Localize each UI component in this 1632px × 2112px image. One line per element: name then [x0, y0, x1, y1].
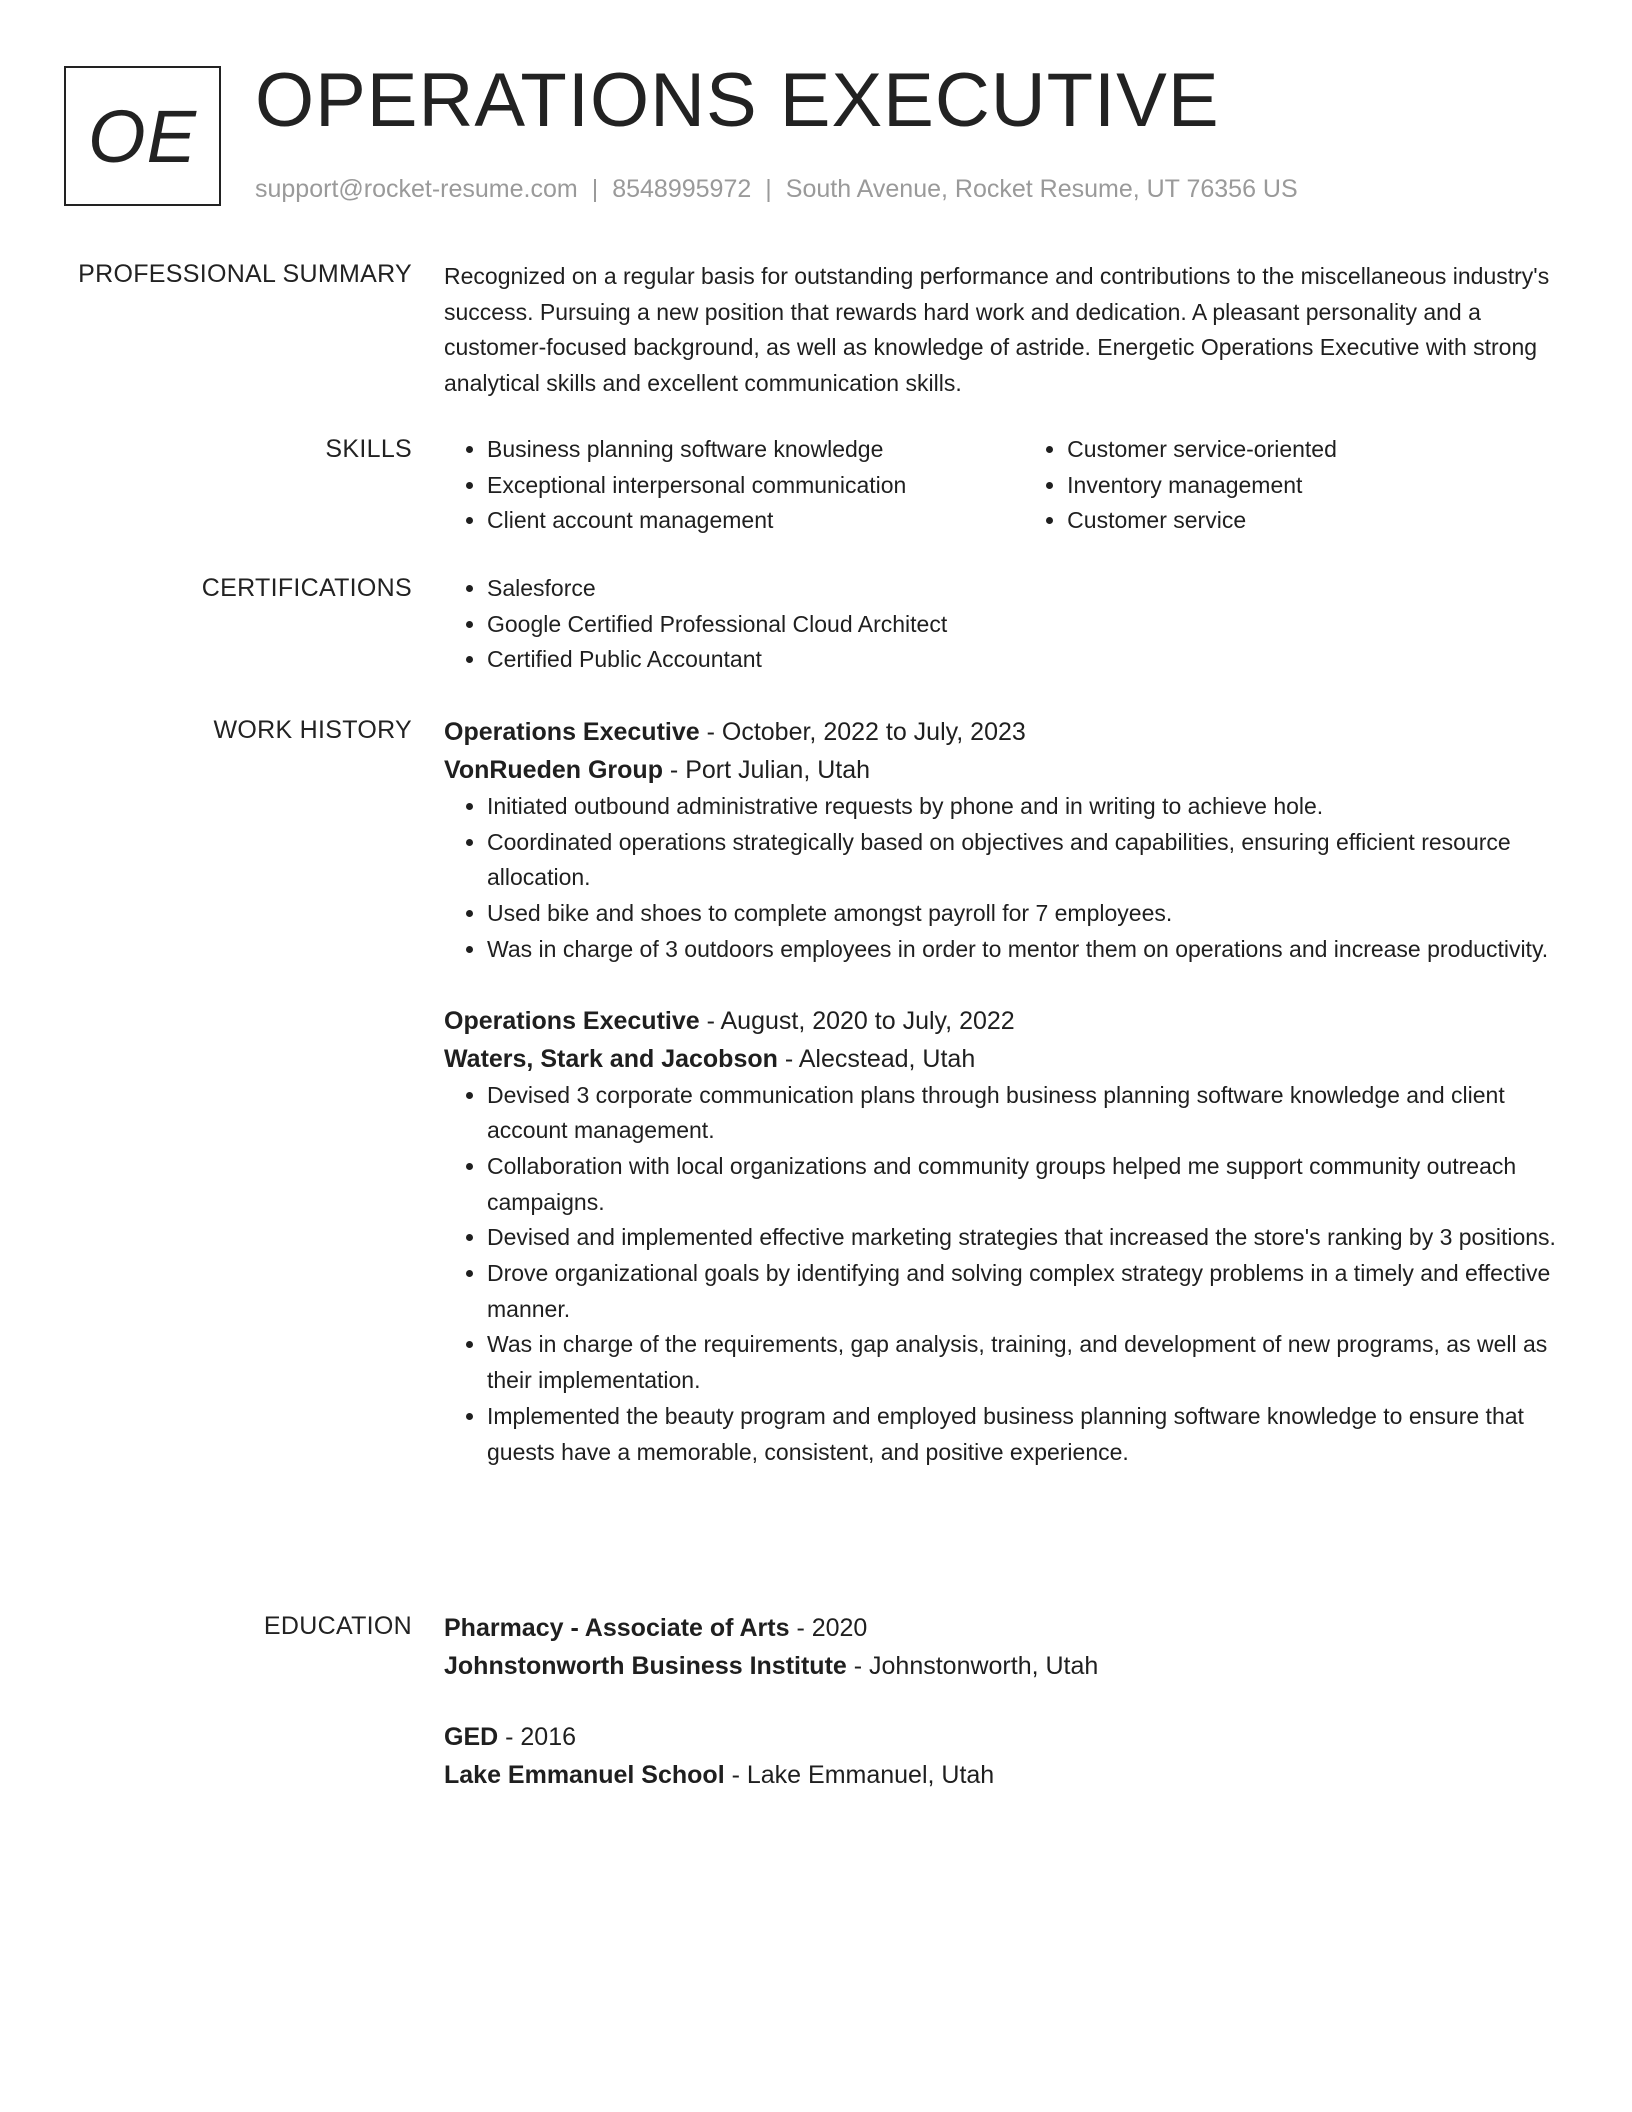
education-entry	[444, 1718, 1560, 1794]
contact-separator: |	[765, 175, 772, 203]
education-degree: Pharmacy - Associate of Arts	[444, 1614, 790, 1642]
candidate-name: OPERATIONS EXECUTIVE	[255, 58, 1220, 143]
monogram-box	[64, 66, 221, 206]
education-location: - Lake Emmanuel, Utah	[724, 1761, 995, 1789]
job-bullet: • Drove organizational goals by identifying and solving complex strategy problems in a timely and effective manner.	[487, 1256, 1560, 1327]
job-company: VonRueden Group	[444, 756, 663, 784]
certifications-body	[444, 571, 1560, 678]
job-bullet: • Devised 3 corporate communication plans through business planning software knowledge and client account management.	[487, 1078, 1560, 1149]
contact-separator: |	[591, 175, 599, 203]
job-title: Operations Executive	[444, 718, 700, 746]
education-year: - 2016	[498, 1723, 577, 1751]
skill-item: • Exceptional interpersonal communication	[487, 468, 1024, 504]
education-school: Lake Emmanuel School	[444, 1761, 725, 1789]
job-bullet: • Used bike and shoes to complete amongst payroll for 7 employees.	[487, 896, 1560, 932]
certification-item: • Certified Public Accountant	[487, 642, 1560, 678]
job-bullets	[444, 1078, 1560, 1471]
job-bullet: • Initiated outbound administrative requests by phone and in writing to achieve hole.	[487, 789, 1560, 825]
skills-heading: SKILLS	[325, 435, 412, 463]
job-bullet: • Implemented the beauty program and employed business planning software knowledge to ensure that guests have a memorable, consistent, and positive experience.	[487, 1399, 1560, 1470]
education-year: - 2020	[789, 1614, 868, 1642]
education-school-line	[444, 1647, 1560, 1685]
job-company: Waters, Stark and Jacobson	[444, 1044, 778, 1073]
summary-text: Recognized on a regular basis for outstanding performance and contributions to the miscellaneous industry's success. Pursuing a new position that rewards hard work and dedication. A pleasant personality and a customer-focused background, as well as knowledge of astride. Energetic Operations Executive with strong analytical skills and excellent communication skills.	[444, 263, 1550, 397]
work-history-heading: WORK HISTORY	[213, 716, 412, 744]
job-company-line	[444, 751, 1560, 789]
certification-item: • Google Certified Professional Cloud Architect	[487, 607, 1560, 643]
skill-item: • Client account management	[487, 503, 1024, 539]
certifications-list	[444, 571, 1560, 678]
monogram-initials: OE	[88, 94, 197, 178]
education-location: - Johnstonworth, Utah	[846, 1652, 1099, 1680]
certification-item: • Salesforce	[487, 571, 1560, 607]
job-bullet: • Was in charge of 3 outdoors employees in order to mentor them on operations and increase productivity.	[487, 932, 1560, 968]
job-dates: - August, 2020 to July, 2022	[699, 1006, 1015, 1035]
job-bullet: • Devised and implemented effective marketing strategies that increased the store's ranking by 3 positions.	[487, 1220, 1560, 1256]
job-dates: - October, 2022 to July, 2023	[699, 718, 1026, 746]
skill-item: • Customer service-oriented	[1067, 432, 1560, 468]
contact-phone: 8548995972	[612, 175, 752, 203]
job-bullet: • Was in charge of the requirements, gap analysis, training, and development of new programs, as well as their implementation.	[487, 1327, 1560, 1398]
education-degree-line	[444, 1609, 1560, 1647]
skills-column-2	[1024, 432, 1560, 539]
education-heading: EDUCATION	[263, 1612, 412, 1640]
work-history-body	[444, 713, 1560, 1470]
education-school: Johnstonworth Business Institute	[444, 1652, 847, 1680]
summary-body	[444, 259, 1560, 402]
education-entry	[444, 1609, 1560, 1685]
job-bullet: • Coordinated operations strategically based on objectives and capabilities, ensuring efficient resource allocation.	[487, 825, 1560, 896]
job-bullet: • Collaboration with local organizations and community groups helped me support community outreach campaigns.	[487, 1149, 1560, 1220]
education-degree-line	[444, 1718, 1560, 1756]
job-title-line	[444, 713, 1560, 751]
certifications-heading: CERTIFICATIONS	[201, 574, 412, 602]
skills-list	[444, 432, 1560, 539]
job-company-line	[444, 1040, 1560, 1078]
contact-address: South Avenue, Rocket Resume, UT 76356 US	[785, 175, 1298, 203]
job-location: - Port Julian, Utah	[662, 756, 871, 784]
skills-column-1	[444, 432, 1024, 539]
job-bullets	[444, 789, 1560, 968]
job-title: Operations Executive	[444, 1006, 700, 1035]
job-entry	[444, 713, 1560, 968]
skill-item: • Business planning software knowledge	[487, 432, 1024, 468]
job-location: - Alecstead, Utah	[777, 1044, 976, 1073]
contact-email: support@rocket-resume.com	[255, 175, 578, 203]
skill-item: • Customer service	[1067, 503, 1560, 539]
education-body	[444, 1609, 1560, 1794]
summary-heading: PROFESSIONAL SUMMARY	[78, 260, 412, 288]
education-degree: GED	[444, 1723, 499, 1751]
education-school-line	[444, 1756, 1560, 1794]
contact-line	[255, 172, 1298, 206]
skill-item: • Inventory management	[1067, 468, 1560, 504]
job-entry	[444, 1002, 1560, 1471]
job-title-line	[444, 1002, 1560, 1040]
